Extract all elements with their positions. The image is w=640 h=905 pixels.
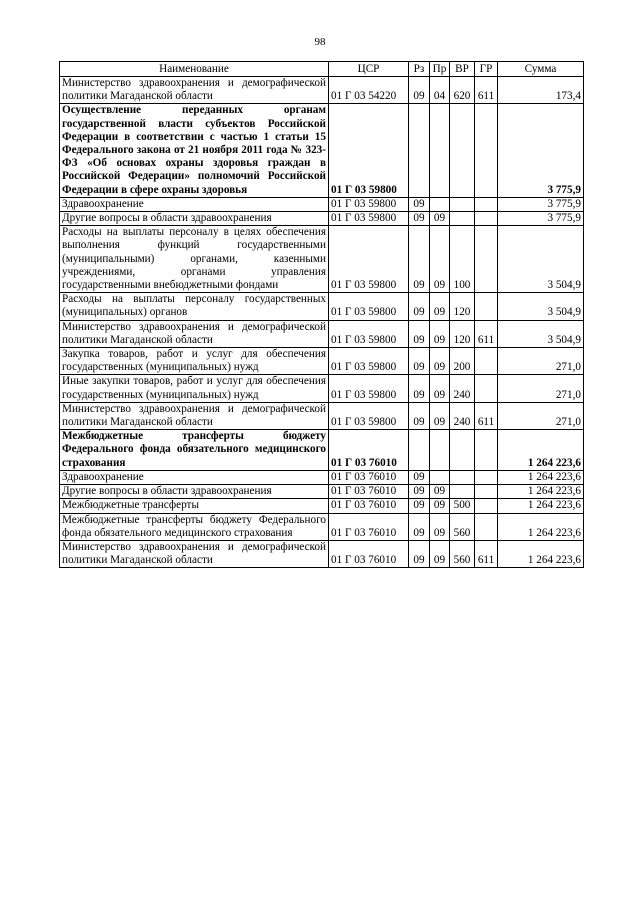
cell-name: Межбюджетные трансферты бюджету Федерального фонда обязательного медицинского страхования xyxy=(60,430,329,471)
table-header xyxy=(60,62,584,77)
cell-pr: 04 xyxy=(430,77,450,104)
cell-sum: 3 504,9 xyxy=(498,293,584,320)
cell-rz: 09 xyxy=(409,540,430,567)
cell-csr: 01 Г 03 59800 xyxy=(329,212,409,226)
header-rz: Рз xyxy=(409,62,430,77)
table-row xyxy=(60,320,584,347)
cell-csr: 01 Г 03 59800 xyxy=(329,348,409,375)
cell-sum: 3 775,9 xyxy=(498,104,584,197)
header-csr: ЦСР xyxy=(329,62,409,77)
cell-sum: 3 775,9 xyxy=(498,212,584,226)
cell-csr: 01 Г 03 59800 xyxy=(329,197,409,211)
table-body xyxy=(60,77,584,568)
cell-rz: 09 xyxy=(409,226,430,293)
cell-name: Расходы на выплаты персоналу государственных (муниципальных) органов xyxy=(60,293,329,320)
header-vr: ВР xyxy=(450,62,475,77)
cell-vr: 620 xyxy=(450,77,475,104)
cell-name: Министерство здравоохранения и демографической политики Магаданской области xyxy=(60,320,329,347)
cell-gr xyxy=(475,212,498,226)
cell-sum: 1 264 223,6 xyxy=(498,513,584,540)
cell-rz: 09 xyxy=(409,470,430,484)
page-number: 98 xyxy=(314,36,326,48)
cell-rz: 09 xyxy=(409,499,430,513)
cell-name: Осуществление переданных органам государственной власти субъектов Российской Федерации в соответствии с частью 1 статьи 15 Федерального закона от 21 ноября 2011 года № 323-ФЗ «Об основах охраны здоровья граждан в Российской Федерации» полномочий Российской Федерации в сфере охраны здоровья xyxy=(60,104,329,197)
cell-csr: 01 Г 03 76010 xyxy=(329,430,409,471)
table-row xyxy=(60,212,584,226)
cell-gr xyxy=(475,470,498,484)
cell-csr: 01 Г 03 76010 xyxy=(329,485,409,499)
cell-pr: 09 xyxy=(430,402,450,429)
cell-pr: 09 xyxy=(430,226,450,293)
cell-vr xyxy=(450,470,475,484)
cell-csr: 01 Г 03 59800 xyxy=(329,293,409,320)
cell-rz: 09 xyxy=(409,293,430,320)
table-row xyxy=(60,402,584,429)
cell-pr xyxy=(430,470,450,484)
cell-rz: 09 xyxy=(409,197,430,211)
table-row xyxy=(60,513,584,540)
cell-gr xyxy=(475,226,498,293)
cell-vr xyxy=(450,430,475,471)
cell-rz: 09 xyxy=(409,212,430,226)
cell-sum: 3 775,9 xyxy=(498,197,584,211)
cell-vr: 100 xyxy=(450,226,475,293)
cell-pr: 09 xyxy=(430,320,450,347)
cell-gr xyxy=(475,197,498,211)
cell-pr: 09 xyxy=(430,540,450,567)
header-pr: Пр xyxy=(430,62,450,77)
cell-sum: 1 264 223,6 xyxy=(498,499,584,513)
header-row xyxy=(60,62,584,77)
budget-table xyxy=(59,61,584,568)
cell-pr xyxy=(430,104,450,197)
cell-name: Министерство здравоохранения и демографической политики Магаданской области xyxy=(60,77,329,104)
cell-rz: 09 xyxy=(409,513,430,540)
cell-name: Министерство здравоохранения и демографической политики Магаданской области xyxy=(60,402,329,429)
cell-pr: 09 xyxy=(430,348,450,375)
cell-sum: 271,0 xyxy=(498,375,584,402)
cell-gr xyxy=(475,375,498,402)
cell-rz: 09 xyxy=(409,320,430,347)
cell-pr: 09 xyxy=(430,485,450,499)
cell-rz: 09 xyxy=(409,402,430,429)
table-row xyxy=(60,485,584,499)
table-row xyxy=(60,430,584,471)
cell-sum: 271,0 xyxy=(498,402,584,429)
table-row xyxy=(60,104,584,197)
cell-vr xyxy=(450,104,475,197)
cell-rz: 09 xyxy=(409,77,430,104)
header-name: Наименование xyxy=(60,62,329,77)
cell-csr: 01 Г 03 59800 xyxy=(329,375,409,402)
table-row xyxy=(60,293,584,320)
cell-name: Закупка товаров, работ и услуг для обеспечения государственных (муниципальных) нужд xyxy=(60,348,329,375)
cell-sum: 1 264 223,6 xyxy=(498,485,584,499)
cell-csr: 01 Г 03 76010 xyxy=(329,513,409,540)
cell-pr: 09 xyxy=(430,212,450,226)
cell-csr: 01 Г 03 59800 xyxy=(329,226,409,293)
cell-vr: 200 xyxy=(450,348,475,375)
cell-vr xyxy=(450,212,475,226)
cell-gr xyxy=(475,104,498,197)
cell-rz: 09 xyxy=(409,485,430,499)
cell-gr xyxy=(475,293,498,320)
cell-rz: 09 xyxy=(409,375,430,402)
table-row xyxy=(60,499,584,513)
cell-pr xyxy=(430,430,450,471)
cell-gr: 611 xyxy=(475,77,498,104)
cell-csr: 01 Г 03 59800 xyxy=(329,320,409,347)
cell-name: Министерство здравоохранения и демографической политики Магаданской области xyxy=(60,540,329,567)
cell-csr: 01 Г 03 76010 xyxy=(329,540,409,567)
cell-name: Другие вопросы в области здравоохранения xyxy=(60,485,329,499)
header-gr: ГР xyxy=(475,62,498,77)
cell-pr xyxy=(430,197,450,211)
cell-vr: 240 xyxy=(450,402,475,429)
cell-vr: 120 xyxy=(450,320,475,347)
cell-gr: 611 xyxy=(475,540,498,567)
cell-sum: 1 264 223,6 xyxy=(498,430,584,471)
cell-name: Межбюджетные трансферты xyxy=(60,499,329,513)
cell-sum: 173,4 xyxy=(498,77,584,104)
cell-name: Иные закупки товаров, работ и услуг для обеспечения государственных (муниципальных) нужд xyxy=(60,375,329,402)
cell-vr xyxy=(450,197,475,211)
cell-rz xyxy=(409,104,430,197)
cell-vr: 120 xyxy=(450,293,475,320)
cell-vr: 500 xyxy=(450,499,475,513)
cell-csr: 01 Г 03 76010 xyxy=(329,499,409,513)
cell-pr: 09 xyxy=(430,375,450,402)
cell-pr: 09 xyxy=(430,499,450,513)
cell-sum: 1 264 223,6 xyxy=(498,470,584,484)
cell-name: Расходы на выплаты персоналу в целях обеспечения выполнения функций государственными (муниципальными) органами, казенными учреждениями, органами управления государственными внебюджетными фондами xyxy=(60,226,329,293)
cell-name: Здравоохранение xyxy=(60,470,329,484)
cell-vr: 560 xyxy=(450,513,475,540)
cell-pr: 09 xyxy=(430,293,450,320)
cell-vr xyxy=(450,485,475,499)
cell-csr: 01 Г 03 59800 xyxy=(329,402,409,429)
cell-gr xyxy=(475,485,498,499)
cell-sum: 1 264 223,6 xyxy=(498,540,584,567)
cell-csr: 01 Г 03 59800 xyxy=(329,104,409,197)
header-sum: Сумма xyxy=(498,62,584,77)
cell-sum: 271,0 xyxy=(498,348,584,375)
table-row xyxy=(60,470,584,484)
cell-csr: 01 Г 03 54220 xyxy=(329,77,409,104)
table-row xyxy=(60,348,584,375)
cell-gr xyxy=(475,499,498,513)
cell-sum: 3 504,9 xyxy=(498,320,584,347)
cell-rz xyxy=(409,430,430,471)
table-row xyxy=(60,375,584,402)
cell-name: Другие вопросы в области здравоохранения xyxy=(60,212,329,226)
cell-vr: 240 xyxy=(450,375,475,402)
cell-name: Здравоохранение xyxy=(60,197,329,211)
cell-sum: 3 504,9 xyxy=(498,226,584,293)
cell-gr xyxy=(475,430,498,471)
cell-gr: 611 xyxy=(475,320,498,347)
cell-gr: 611 xyxy=(475,402,498,429)
cell-csr: 01 Г 03 76010 xyxy=(329,470,409,484)
table-row xyxy=(60,540,584,567)
cell-gr xyxy=(475,348,498,375)
cell-rz: 09 xyxy=(409,348,430,375)
table-row xyxy=(60,226,584,293)
table-row xyxy=(60,197,584,211)
cell-pr: 09 xyxy=(430,513,450,540)
cell-vr: 560 xyxy=(450,540,475,567)
cell-name: Межбюджетные трансферты бюджету Федерального фонда обязательного медицинского страхования xyxy=(60,513,329,540)
cell-gr xyxy=(475,513,498,540)
table-row xyxy=(60,77,584,104)
